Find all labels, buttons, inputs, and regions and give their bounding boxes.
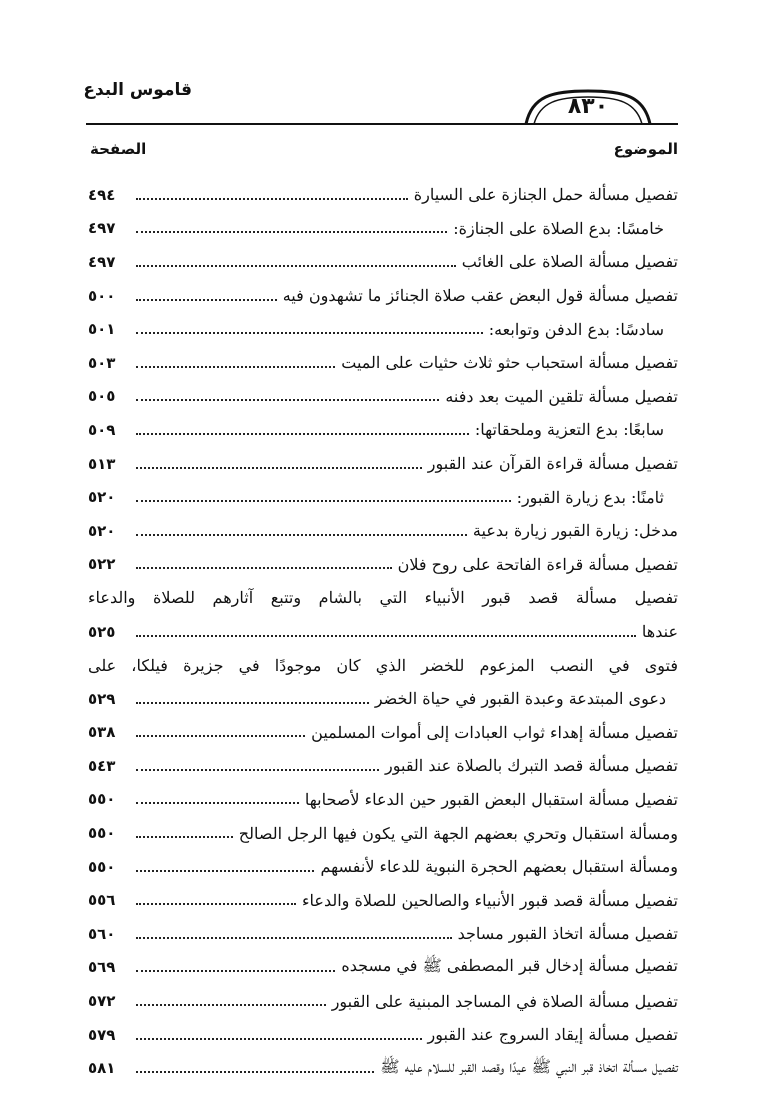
toc-entry — [88, 883, 678, 917]
leader-dots — [136, 937, 452, 939]
entry-page: ٥١٣ — [88, 454, 116, 473]
page-number-badge — [522, 88, 654, 126]
entry-page: ٥٢٠ — [88, 488, 116, 507]
toc-entry — [88, 749, 678, 783]
section-title: سابعًا: بدع التعزية وملحقاتها: — [474, 420, 664, 440]
entry-page: ٥٦٩ — [88, 958, 116, 977]
leader-dots — [136, 534, 467, 536]
entry-page: ٤٩٧ — [88, 219, 116, 238]
entry-page: ٥٠١ — [88, 320, 116, 339]
entry-page: ٥٠٩ — [88, 420, 116, 439]
leader-dots — [136, 198, 408, 200]
entry-page: ٥٢٢ — [88, 555, 116, 574]
leader-dots — [136, 265, 456, 267]
entry-title: مدخل: زيارة القبور زيارة بدعية — [472, 521, 678, 541]
toc-section — [88, 212, 678, 246]
entry-title: ومسألة استقبال بعضهم الحجرة النبوية للدعاء لأنفسهم — [320, 857, 678, 877]
entry-title: تفصيل مسألة تلقين الميت بعد دفنه — [445, 386, 678, 406]
leader-dots — [136, 567, 392, 569]
entry-page: ٥٢٥ — [88, 622, 116, 641]
toc-entry-line1 — [88, 581, 678, 615]
leader-dots — [136, 467, 422, 469]
toc-entry — [88, 783, 678, 817]
entry-title: تفصيل مسألة استحباب حثو ثلاث حثيات على الميت — [341, 353, 678, 373]
leader-dots — [136, 1071, 374, 1073]
entry-title: تفصيل مسألة قول البعض عقب صلاة الجنائز ما تشهدون فيه — [282, 286, 678, 306]
entry-title-continued: دعوى المبتدعة وعبدة القبور في حياة الخضر — [374, 689, 666, 709]
toc-entry — [88, 548, 678, 582]
entry-page: ٤٩٧ — [88, 252, 116, 271]
entry-title: تفصيل مسألة قراءة الفاتحة على روح فلان — [397, 554, 678, 574]
entry-page: ٥٨١ — [88, 1059, 116, 1078]
leader-dots — [136, 399, 439, 401]
column-heading-page: الصفحة — [90, 140, 147, 158]
entry-page: ٥٠٥ — [88, 387, 116, 406]
toc-entry — [88, 380, 678, 414]
entry-title: تفصيل مسألة حمل الجنازة على السيارة — [413, 185, 678, 205]
leader-dots — [136, 836, 233, 838]
entry-title: تفصيل مسألة قصد قبور الأنبياء التي بالشام وتتبع آثارهم للصلاة والدعاء — [88, 588, 678, 608]
column-heading-topic: الموضوع — [613, 140, 678, 158]
leader-dots — [136, 231, 447, 233]
entry-title: تفصيل مسألة اتخاذ قبر النبي ﷺ عيدًا وقصد القبر للسلام عليه ﷺ — [380, 1056, 678, 1076]
toc-entry — [88, 245, 678, 279]
entry-title: تفصيل مسألة قراءة القرآن عند القبور — [427, 454, 678, 474]
toc-entry — [88, 514, 678, 548]
toc-entry — [88, 917, 678, 951]
toc-entry-line2 — [88, 615, 678, 649]
entry-title: تفصيل مسألة استقبال البعض القبور حين الدعاء لأصحابها — [304, 789, 678, 809]
leader-dots — [136, 870, 314, 872]
entry-page: ٥٥٠ — [88, 824, 116, 843]
toc-section — [88, 413, 678, 447]
leader-dots — [136, 332, 483, 334]
leader-dots — [136, 970, 335, 972]
book-title: قاموس البدع — [83, 80, 192, 100]
toc-entry — [88, 816, 678, 850]
entry-page: ٥٦٠ — [88, 924, 116, 943]
toc-section — [88, 312, 678, 346]
table-of-contents — [88, 178, 678, 1078]
entry-page: ٥٢٠ — [88, 521, 116, 540]
leader-dots — [136, 1038, 422, 1040]
section-title: سادسًا: بدع الدفن وتوابعه: — [488, 319, 664, 339]
toc-entry — [88, 346, 678, 380]
section-title: ثامنًا: بدع زيارة القبور: — [516, 487, 664, 507]
toc-entry-line1 — [88, 648, 678, 682]
entry-title: تفصيل مسألة اتخاذ القبور مساجد — [457, 924, 678, 944]
entry-page: ٥٠٣ — [88, 353, 116, 372]
entry-page: ٥٣٨ — [88, 723, 116, 742]
toc-entry — [88, 1051, 678, 1085]
leader-dots — [136, 299, 277, 301]
toc-entry — [88, 716, 678, 750]
entry-page: ٤٩٤ — [88, 185, 116, 204]
leader-dots — [136, 635, 636, 637]
toc-entry — [88, 1018, 678, 1052]
entry-title: تفصيل مسألة إدخال قبر المصطفى ﷺ في مسجده — [341, 955, 678, 975]
entry-page: ٥٢٩ — [88, 689, 116, 708]
leader-dots — [136, 366, 335, 368]
entry-title: تفصيل مسألة قصد التبرك بالصلاة عند القبور — [385, 756, 678, 776]
toc-entry — [88, 279, 678, 313]
toc-entry — [88, 984, 678, 1018]
entry-page: ٥٥٠ — [88, 857, 116, 876]
entry-title: تفصيل مسألة إيقاد السروج عند القبور — [427, 1025, 678, 1045]
header-divider — [86, 123, 678, 125]
section-title: خامسًا: بدع الصلاة على الجنازة: — [453, 218, 664, 238]
entry-page: ٥٧٩ — [88, 1025, 116, 1044]
entry-title: فتوى في النصب المزعوم للخضر الذي كان موجودًا في جزيرة فيلكا، على — [88, 655, 678, 675]
leader-dots — [136, 903, 296, 905]
entry-page: ٥٤٣ — [88, 756, 116, 775]
leader-dots — [136, 802, 299, 804]
entry-page: ٥٥٠ — [88, 790, 116, 809]
entry-page: ٥٧٢ — [88, 992, 116, 1011]
leader-dots — [136, 1004, 326, 1006]
leader-dots — [136, 769, 379, 771]
page-number: ٨٣٠ — [567, 94, 609, 119]
leader-dots — [136, 433, 469, 435]
toc-entry — [88, 951, 678, 985]
entry-title: تفصيل مسألة الصلاة في المساجد المبنية على القبور — [331, 991, 678, 1011]
entry-title: تفصيل مسألة قصد قبور الأنبياء والصالحين للصلاة والدعاء — [302, 890, 678, 910]
entry-page: ٥٠٠ — [88, 286, 116, 305]
leader-dots — [136, 500, 511, 502]
entry-page: ٥٥٦ — [88, 891, 116, 910]
toc-entry — [88, 447, 678, 481]
entry-title: تفصيل مسألة إهداء ثواب العبادات إلى أموات المسلمين — [311, 722, 678, 742]
entry-title-continued: عندها — [641, 622, 678, 642]
leader-dots — [136, 702, 369, 704]
toc-entry — [88, 178, 678, 212]
toc-section — [88, 480, 678, 514]
toc-entry — [88, 850, 678, 884]
entry-title: تفصيل مسألة الصلاة على الغائب — [461, 252, 678, 272]
leader-dots — [136, 735, 305, 737]
entry-title: ومسألة استقبال وتحري بعضهم الجهة التي يكون فيها الرجل الصالح — [238, 823, 678, 843]
toc-entry-line2 — [88, 682, 678, 716]
